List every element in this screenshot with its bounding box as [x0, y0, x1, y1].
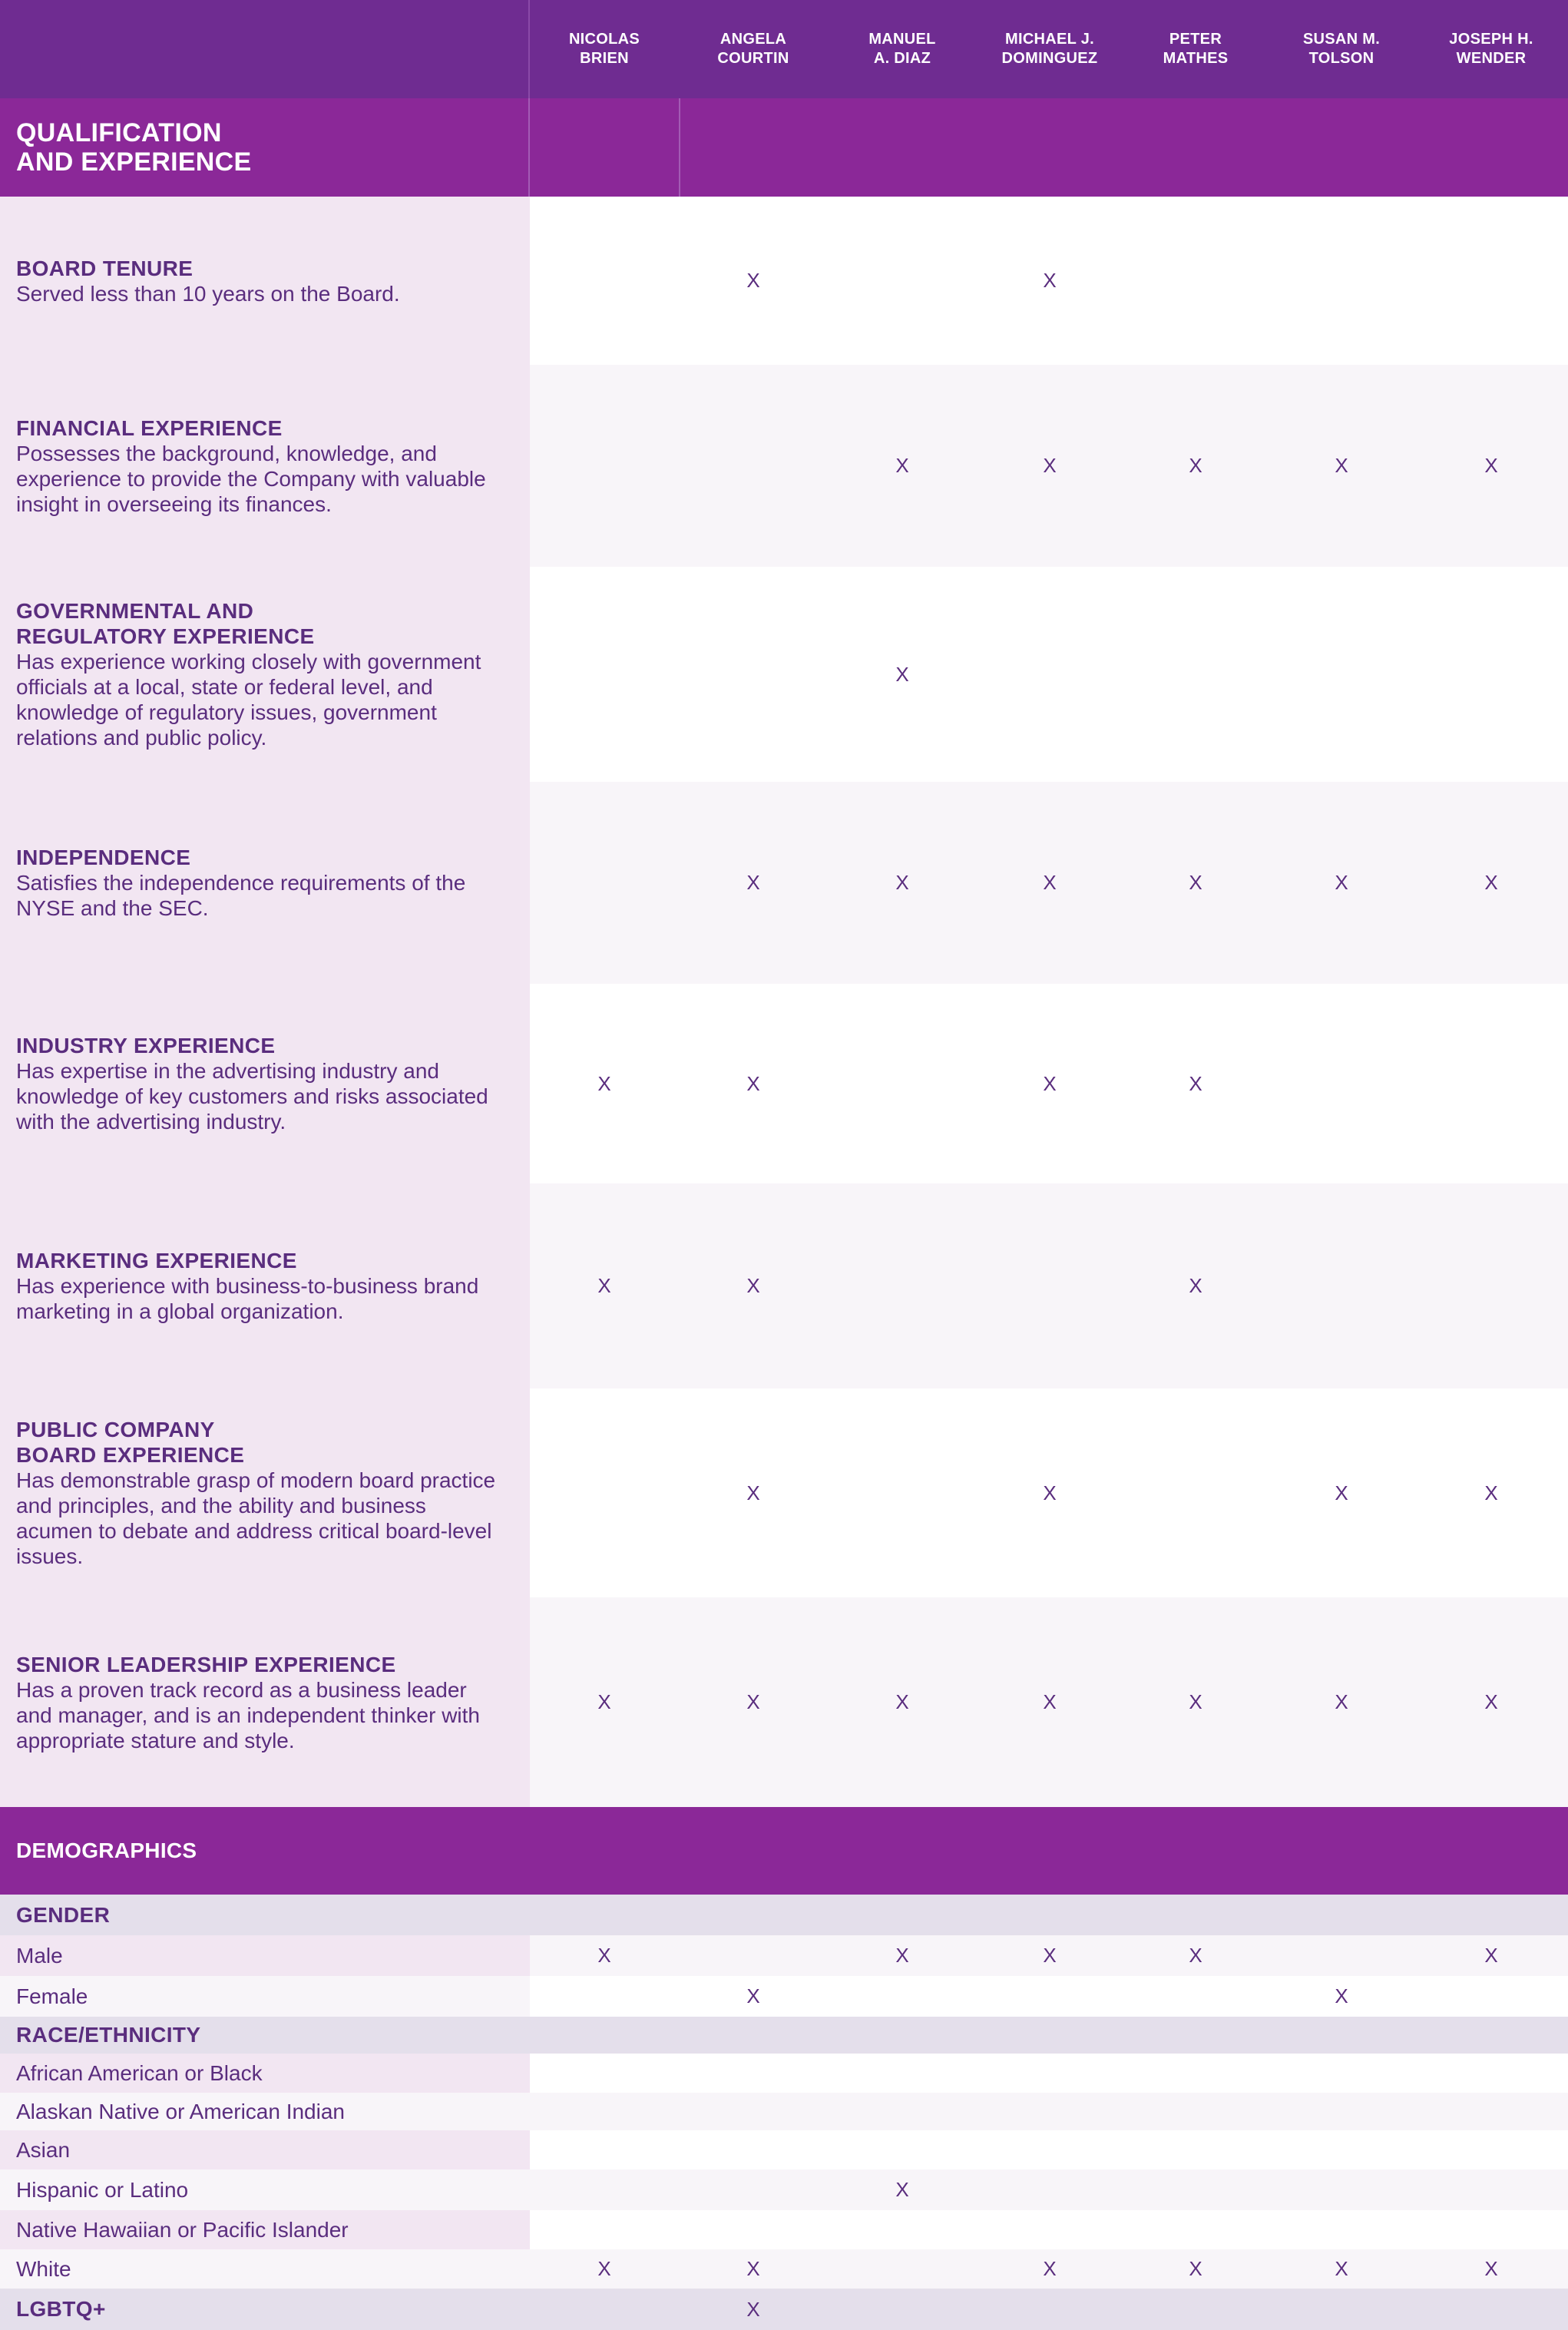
director-name: JOSEPH H. WENDER: [1449, 31, 1533, 67]
qualification-description: Served less than 10 years on the Board.: [16, 281, 400, 306]
check-mark: X: [746, 269, 760, 292]
check-mark: X: [895, 662, 909, 686]
director-column-header: [1123, 0, 1269, 98]
demographic-label: African American or Black: [16, 2060, 263, 2085]
qualification-label: [0, 984, 530, 1183]
qualification-description: Has experience with business-to-business brand marketing in a global organization.: [16, 1274, 479, 1323]
mark-cell: [1269, 1597, 1414, 1807]
lgbtq-row: [0, 2289, 1568, 2330]
mark-cell: [1414, 2249, 1568, 2289]
check-mark: X: [1484, 1690, 1498, 1713]
mark-cell: [530, 1183, 679, 1388]
mark-cell: [679, 1183, 828, 1388]
mark-cell: [679, 984, 828, 1183]
director-column-header: [1269, 0, 1414, 98]
check-mark: X: [597, 1690, 611, 1713]
check-mark: X: [746, 1071, 760, 1095]
mark-cell: [828, 1597, 977, 1807]
mark-cell: [530, 2249, 679, 2289]
mark-cell: [977, 1935, 1123, 1976]
check-mark: X: [597, 1071, 611, 1095]
qualification-row: [0, 1597, 1568, 1807]
director-name: SUSAN M. TOLSON: [1302, 31, 1381, 67]
check-mark: X: [597, 2257, 611, 2280]
qualification-section-label: [0, 98, 530, 197]
qualification-title: INDEPENDENCE: [16, 846, 191, 869]
gender-group-row-label: [0, 1895, 530, 1935]
qualification-title: INDUSTRY EXPERIENCE: [16, 1034, 276, 1057]
check-mark: X: [895, 454, 909, 477]
demographics-section-title: DEMOGRAPHICS: [16, 1839, 197, 1862]
mark-cell: [1414, 1935, 1568, 1976]
check-mark: X: [746, 871, 760, 894]
qualification-title: GOVERNMENTAL AND REGULATORY EXPERIENCE: [16, 599, 315, 648]
check-mark: X: [1335, 1481, 1348, 1504]
check-mark: X: [746, 1481, 760, 1504]
mark-cell: [977, 984, 1123, 1183]
mark-cell: [977, 1388, 1123, 1597]
check-mark: X: [1189, 1274, 1202, 1297]
gender-row: [0, 1935, 1568, 1976]
check-mark: X: [895, 2178, 909, 2201]
check-mark: X: [1484, 1944, 1498, 1967]
check-mark: X: [1043, 1481, 1057, 1504]
director-name: PETER MATHES: [1163, 31, 1229, 67]
race-row: [0, 2054, 1568, 2093]
mark-cell: [679, 2249, 828, 2289]
demographics-section-header: [0, 1807, 1568, 1895]
mark-cell: [1414, 782, 1568, 984]
check-mark: X: [1043, 1944, 1057, 1967]
qualification-row: [0, 1183, 1568, 1388]
race-row: [0, 2210, 1568, 2249]
race-row-label: [0, 2130, 530, 2169]
mark-cell: [977, 365, 1123, 567]
gender-group-row: [0, 1895, 1568, 1935]
check-mark: X: [895, 1944, 909, 1967]
mark-cell: [530, 1935, 679, 1976]
mark-cell: [679, 782, 828, 984]
director-name: MICHAEL J. DOMINGUEZ: [1001, 31, 1098, 67]
check-mark: X: [1189, 1071, 1202, 1095]
director-column-header: [828, 0, 977, 98]
check-mark: X: [1189, 1944, 1202, 1967]
check-mark: X: [1043, 871, 1057, 894]
mark-cell: [977, 197, 1123, 365]
check-mark: X: [746, 1984, 760, 2007]
check-mark: X: [1043, 269, 1057, 292]
mark-cell: [977, 782, 1123, 984]
qualification-label: [0, 1388, 530, 1597]
mark-cell: [1123, 1597, 1269, 1807]
group-title: GENDER: [16, 1902, 111, 1927]
demographic-label: Male: [16, 1943, 63, 1968]
director-name: MANUEL A. DIAZ: [868, 31, 936, 67]
check-mark: X: [1335, 1984, 1348, 2007]
qualification-label: [0, 197, 530, 365]
gender-row-label: [0, 1935, 530, 1976]
mark-cell: [828, 782, 977, 984]
mark-cell: [828, 1935, 977, 1976]
check-mark: X: [1043, 454, 1057, 477]
mark-cell: [1269, 1388, 1414, 1597]
check-mark: X: [1484, 454, 1498, 477]
demographic-label: Alaskan Native or American Indian: [16, 2099, 345, 2123]
demographics-section-label: [0, 1807, 530, 1895]
qualification-label: [0, 1597, 530, 1807]
race-group-row-label: [0, 2017, 530, 2054]
race-row-label: [0, 2169, 530, 2210]
qualification-label: [0, 1183, 530, 1388]
director-column-header: [679, 0, 828, 98]
mark-cell: [530, 984, 679, 1183]
mark-cell: [1123, 984, 1269, 1183]
demographic-label: White: [16, 2256, 71, 2281]
header-corner: [0, 0, 530, 98]
check-mark: X: [1484, 2257, 1498, 2280]
mark-cell: [1123, 365, 1269, 567]
qualification-description: Has experience working closely with government officials at a local, state or federal level, and knowledge of regulatory issues, government relations and public policy.: [16, 650, 481, 750]
check-mark: X: [1189, 454, 1202, 477]
qualification-description: Possesses the background, knowledge, and experience to provide the Company with valuable insight in overseeing its finances.: [16, 441, 486, 516]
check-mark: X: [1189, 2257, 1202, 2280]
demographic-label: Female: [16, 1984, 88, 2008]
director-header-row: [0, 0, 1568, 98]
demographic-label: Asian: [16, 2137, 71, 2162]
race-row: [0, 2169, 1568, 2210]
check-mark: X: [1189, 871, 1202, 894]
director-column-header: [530, 0, 679, 98]
demographic-label: Hispanic or Latino: [16, 2177, 189, 2202]
qualification-row: [0, 1388, 1568, 1597]
qualification-row: [0, 365, 1568, 567]
mark-cell: [1414, 1388, 1568, 1597]
mark-cell: [977, 1597, 1123, 1807]
mark-cell: [1269, 2249, 1414, 2289]
race-row: [0, 2130, 1568, 2169]
qualification-label: [0, 567, 530, 782]
gender-row-label: [0, 1976, 530, 2017]
qualification-row: [0, 782, 1568, 984]
mark-cell: [679, 2289, 828, 2330]
mark-cell: [679, 1597, 828, 1807]
race-row: [0, 2249, 1568, 2289]
check-mark: X: [746, 1274, 760, 1297]
qualification-row: [0, 567, 1568, 782]
qualification-row: [0, 984, 1568, 1183]
race-row: [0, 2093, 1568, 2130]
qualification-label: [0, 782, 530, 984]
qualification-description: Has expertise in the advertising industry and knowledge of key customers and risks associated with the advertising industry.: [16, 1059, 488, 1134]
check-mark: X: [1043, 2257, 1057, 2280]
check-mark: X: [597, 1274, 611, 1297]
mark-cell: [1269, 365, 1414, 567]
qualification-section-header: [0, 98, 1568, 197]
demographic-label: Native Hawaiian or Pacific Islander: [16, 2217, 349, 2242]
race-row-label: [0, 2210, 530, 2249]
mark-cell: [1123, 782, 1269, 984]
group-title: RACE/ETHNICITY: [16, 2023, 201, 2047]
check-mark: X: [746, 2257, 760, 2280]
gender-row: [0, 1976, 1568, 2017]
race-group-row: [0, 2017, 1568, 2054]
check-mark: X: [1484, 871, 1498, 894]
qualification-title: PUBLIC COMPANY BOARD EXPERIENCE: [16, 1418, 245, 1467]
check-mark: X: [746, 1690, 760, 1713]
mark-cell: [1123, 1935, 1269, 1976]
qualification-description: Satisfies the independence requirements of the NYSE and the SEC.: [16, 871, 466, 920]
check-mark: X: [1335, 1690, 1348, 1713]
qualification-description: Has a proven track record as a business leader and manager, and is an independent thinker with appropriate stature and style.: [16, 1677, 480, 1752]
race-row-label: [0, 2249, 530, 2289]
mark-cell: [828, 567, 977, 782]
qualification-title: FINANCIAL EXPERIENCE: [16, 415, 283, 440]
check-mark: X: [1043, 1690, 1057, 1713]
mark-cell: [1414, 365, 1568, 567]
director-name: NICOLAS BRIEN: [568, 31, 640, 67]
mark-cell: [828, 365, 977, 567]
mark-cell: [977, 2249, 1123, 2289]
qualification-title: BOARD TENURE: [16, 256, 194, 280]
check-mark: X: [1484, 1481, 1498, 1504]
check-mark: X: [895, 871, 909, 894]
mark-cell: [1269, 1976, 1414, 2017]
qualification-title: SENIOR LEADERSHIP EXPERIENCE: [16, 1652, 396, 1676]
lgbtq-title: LGBTQ+: [16, 2297, 106, 2321]
check-mark: X: [1335, 454, 1348, 477]
check-mark: X: [746, 2297, 760, 2321]
check-mark: X: [1335, 871, 1348, 894]
mark-cell: [679, 1388, 828, 1597]
mark-cell: [1123, 1183, 1269, 1388]
mark-cell: [679, 1976, 828, 2017]
mark-cell: [828, 2169, 977, 2210]
check-mark: X: [1335, 2257, 1348, 2280]
check-mark: X: [1043, 1071, 1057, 1095]
race-row-label: [0, 2054, 530, 2093]
qualification-section-title: QUALIFICATION AND EXPERIENCE: [16, 118, 252, 177]
mark-cell: [1269, 782, 1414, 984]
check-mark: X: [895, 1690, 909, 1713]
qualification-label: [0, 365, 530, 567]
column-divider: [679, 98, 680, 197]
race-row-label: [0, 2093, 530, 2130]
qualification-row: [0, 197, 1568, 365]
check-mark: X: [597, 1944, 611, 1967]
mark-cell: [1414, 1597, 1568, 1807]
qualification-title: MARKETING EXPERIENCE: [16, 1249, 297, 1273]
qualification-description: Has demonstrable grasp of modern board practice and principles, and the ability and business acumen to debate and address critical board-level issues.: [16, 1468, 496, 1568]
lgbtq-label: [0, 2289, 530, 2330]
check-mark: X: [1189, 1690, 1202, 1713]
mark-cell: [1123, 2249, 1269, 2289]
director-name: ANGELA COURTIN: [717, 31, 789, 67]
director-column-header: [1414, 0, 1568, 98]
mark-cell: [679, 197, 828, 365]
director-column-header: [977, 0, 1123, 98]
mark-cell: [530, 1597, 679, 1807]
